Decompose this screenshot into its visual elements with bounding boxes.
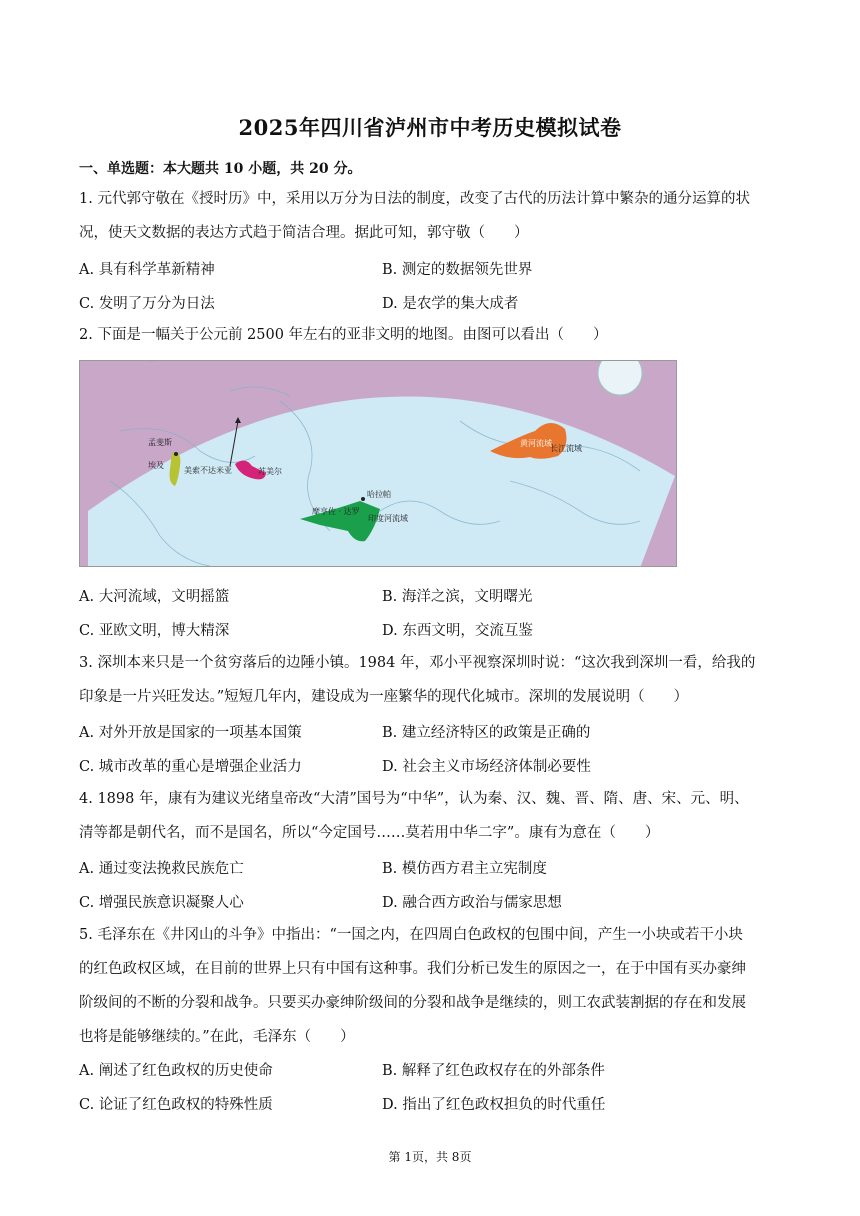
question-3-line: 3. 深圳本来只是一个贫穷落后的边陲小镇。1984 年，邓小平视察深圳时说：“这次我到深圳一看，给我的 (79, 655, 756, 671)
question-4-option-d[interactable]: D. 融合西方政治与儒家思想 (382, 895, 562, 911)
section-heading: 一、单选题：本大题共 10 小题，共 20 分。 (79, 161, 362, 177)
question-1-line: 1. 元代郭守敬在《授时历》中，采用以万分为日法的制度，改变了古代的历法计算中繁杂的通分运算的状 (79, 191, 750, 207)
question-4-stem (79, 782, 782, 850)
question-5-option-a[interactable]: A. 阐述了红色政权的历史使命 (79, 1063, 273, 1079)
page-title: 2025年四川省泸州市中考历史模拟试卷 (238, 115, 622, 140)
question-1-option-c[interactable]: C. 发明了万分为日法 (79, 296, 215, 312)
ancient-civilizations-map (79, 360, 677, 567)
question-5-line: 也将是能够继续的。”在此，毛泽东（ ） (79, 1029, 355, 1045)
map-label-egypt: 埃及 (148, 461, 164, 470)
map-graphic (80, 361, 677, 567)
question-3-stem (79, 646, 782, 714)
map-label-yellow-river: 黄河流域 (520, 439, 552, 448)
question-2-option-a[interactable]: A. 大河流域，文明摇篮 (79, 589, 230, 605)
question-4-line: 4. 1898 年，康有为建议光绪皇帝改“大清”国号为“中华”，认为秦、汉、魏、晋、隋、唐、宋、元、明、 (79, 791, 749, 807)
map-label-mesopotamia: 美索不达米亚 (184, 466, 232, 475)
question-4-option-b[interactable]: B. 模仿西方君主立宪制度 (382, 861, 547, 877)
map-label-memphis: 孟斐斯 (148, 438, 172, 447)
question-3-option-a[interactable]: A. 对外开放是国家的一项基本国策 (79, 725, 302, 741)
question-2-line: 2. 下面是一幅关于公元前 2500 年左右的亚非文明的地图。由图可以看出（ ） (79, 327, 608, 343)
question-2-stem (79, 318, 782, 352)
question-2-option-d[interactable]: D. 东西文明，交流互鉴 (382, 623, 533, 639)
map-label-mohenjodaro: 摩亨佐 · 达罗 (312, 507, 360, 516)
question-1-stem (79, 182, 782, 250)
question-3-option-b[interactable]: B. 建立经济特区的政策是正确的 (382, 725, 591, 741)
page-footer: 第 1页，共 8页 (388, 1150, 472, 1164)
question-5-line: 5. 毛泽东在《井冈山的斗争》中指出：“一国之内，在四周白色政权的包围中间，产生一小块或若干小块 (79, 927, 743, 943)
question-5-line: 的红色政权区域，在目前的世界上只有中国有这种事。我们分析已发生的原因之一，在于中国有买办豪绅 (79, 961, 746, 977)
question-3-option-c[interactable]: C. 城市改革的重心是增强企业活力 (79, 759, 302, 775)
question-1-option-d[interactable]: D. 是农学的集大成者 (382, 296, 519, 312)
question-5-stem (79, 918, 782, 1054)
map-label-sumer: 苏美尔 (258, 467, 282, 476)
question-5-option-d[interactable]: D. 指出了红色政权担负的时代重任 (382, 1097, 606, 1113)
question-5-option-c[interactable]: C. 论证了红色政权的特殊性质 (79, 1097, 273, 1113)
question-1-option-a[interactable]: A. 具有科学革新精神 (79, 262, 215, 278)
question-5-option-b[interactable]: B. 解释了红色政权存在的外部条件 (382, 1063, 605, 1079)
question-1-line: 况，使天文数据的表达方式趋于简洁合理。据此可知，郭守敬（ ） (79, 225, 529, 241)
map-label-yangtze: 长江流域 (550, 444, 582, 453)
question-1-option-b[interactable]: B. 测定的数据领先世界 (382, 262, 533, 278)
question-3-line: 印象是一片兴旺发达。”短短几年内，建设成为一座繁华的现代化城市。深圳的发展说明（ ） (79, 689, 689, 705)
map-label-indus: 印度河流域 (368, 514, 408, 523)
question-5-line: 阶级间的不断的分裂和战争。只要买办豪绅阶级间的分裂和战争是继续的，则工农武装割据的存在和发展 (79, 995, 746, 1011)
question-4-option-a[interactable]: A. 通过变法挽救民族危亡 (79, 861, 244, 877)
map-label-harappa: 哈拉帕 (367, 490, 391, 499)
question-2-option-b[interactable]: B. 海洋之滨，文明曙光 (382, 589, 533, 605)
question-3-option-d[interactable]: D. 社会主义市场经济体制必要性 (382, 759, 591, 775)
question-4-option-c[interactable]: C. 增强民族意识凝聚人心 (79, 895, 244, 911)
question-2-option-c[interactable]: C. 亚欧文明，博大精深 (79, 623, 230, 639)
question-4-line: 清等都是朝代名，而不是国名，所以“今定国号……莫若用中华二字”。康有为意在（ ） (79, 825, 660, 841)
